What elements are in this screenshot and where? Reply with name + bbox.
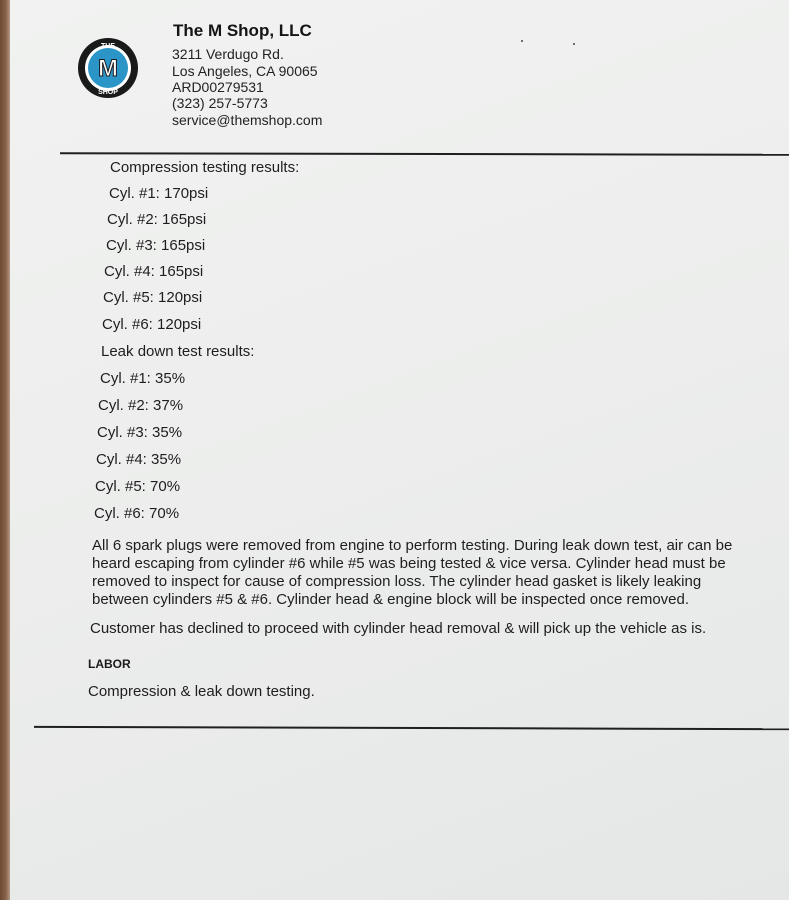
compression-result-cyl-3: Cyl. #3: 165psi bbox=[106, 237, 206, 254]
logo-top-text: THE bbox=[101, 43, 115, 50]
compression-heading: Compression testing results: bbox=[110, 159, 300, 176]
diagnosis-line-4: between cylinders #5 & #6. Cylinder head & engine block will be inspected once removed. bbox=[92, 591, 690, 608]
diagnosis-line-3: removed to inspect for cause of compression loss. The cylinder head gasket is likely leaking bbox=[92, 573, 702, 590]
address-line-1: 3211 Verdugo Rd. bbox=[172, 46, 284, 62]
document-page bbox=[10, 0, 789, 900]
paper-speck bbox=[521, 40, 523, 42]
diagnosis-line-1: All 6 spark plugs were removed from engine to perform testing. During leak down test, air can be bbox=[92, 537, 733, 554]
shop-name: The M Shop, LLC bbox=[173, 21, 312, 40]
address-line-2: Los Angeles, CA 90065 bbox=[172, 63, 318, 79]
email-address: service@themshop.com bbox=[172, 112, 323, 128]
leakdown-result-cyl-1: Cyl. #1: 35% bbox=[100, 370, 186, 387]
license-number: ARD00279531 bbox=[172, 79, 264, 95]
labor-description: Compression & leak down testing. bbox=[88, 683, 315, 700]
logo-bottom-text: SHOP bbox=[98, 89, 118, 96]
compression-result-cyl-4: Cyl. #4: 165psi bbox=[104, 263, 204, 280]
leakdown-result-cyl-6: Cyl. #6: 70% bbox=[94, 505, 180, 522]
compression-result-cyl-2: Cyl. #2: 165psi bbox=[107, 211, 207, 228]
m-shop-logo bbox=[77, 37, 139, 99]
paper-speck bbox=[573, 43, 575, 45]
compression-result-cyl-1: Cyl. #1: 170psi bbox=[109, 185, 209, 202]
logo-letter: M bbox=[98, 55, 118, 82]
diagnosis-line-2: heard escaping from cylinder #6 while #5 was being tested & vice versa. Cylinder head must be bbox=[92, 555, 726, 572]
compression-result-cyl-5: Cyl. #5: 120psi bbox=[103, 289, 203, 306]
phone-number: (323) 257-5773 bbox=[172, 95, 268, 111]
leakdown-result-cyl-3: Cyl. #3: 35% bbox=[97, 424, 183, 441]
table-edge bbox=[0, 0, 10, 900]
leakdown-result-cyl-5: Cyl. #5: 70% bbox=[95, 478, 181, 495]
labor-heading: LABOR bbox=[88, 657, 131, 671]
diagnosis-paragraph bbox=[92, 537, 732, 609]
leakdown-result-cyl-4: Cyl. #4: 35% bbox=[96, 451, 182, 468]
leakdown-heading: Leak down test results: bbox=[101, 343, 255, 360]
compression-result-cyl-6: Cyl. #6: 120psi bbox=[102, 316, 202, 333]
leakdown-result-cyl-2: Cyl. #2: 37% bbox=[98, 397, 184, 414]
customer-note: Customer has declined to proceed with cylinder head removal & will pick up the vehicle as is. bbox=[90, 620, 707, 637]
